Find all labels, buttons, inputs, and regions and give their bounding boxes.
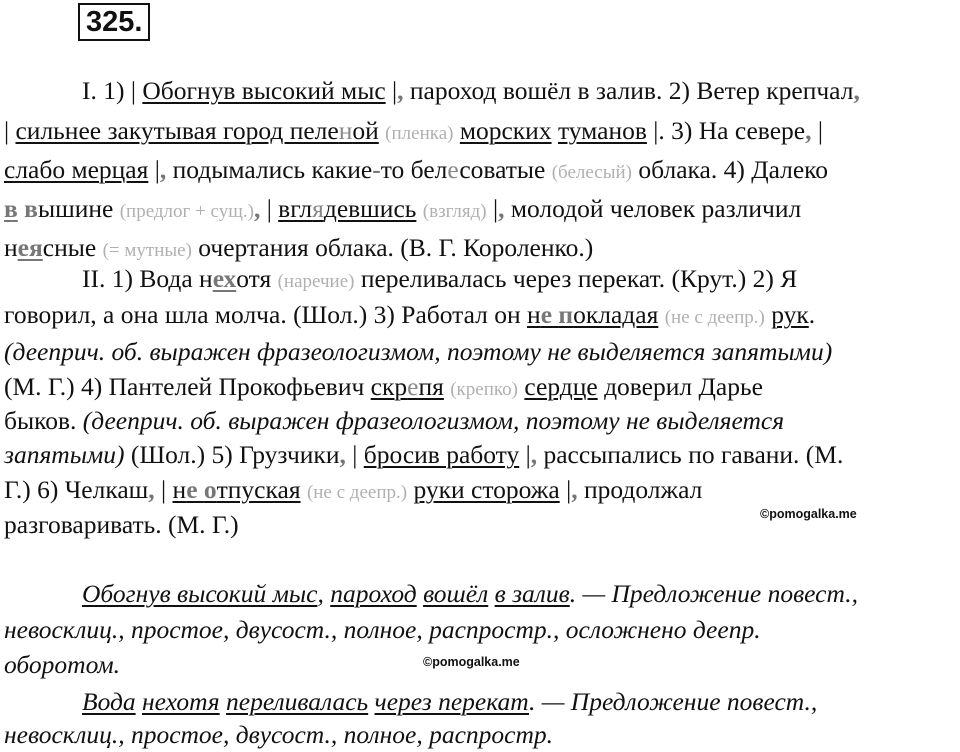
text-line-8: (дееприч. об. выражен фразеологизмом, поэтому не выделяется запятыми) <box>4 337 833 366</box>
text-line-13: разговаривать. (М. Г.) <box>4 510 239 539</box>
analysis-line-4: Вода нехотя переливалась через перекат. — Предложение повест., <box>82 687 818 716</box>
watermark-2: ©pomogalka.me <box>423 655 520 669</box>
text-line-10: быков. (дееприч. об. выражен фразеологизмом, поэтому не выделяется <box>4 406 785 435</box>
text-line-2: | сильнее закутывая город пеленой (пленка) морских туманов |. 3) На севере, | <box>4 116 823 145</box>
analysis-line-2: невосклиц., простое, двусост., полное, распростр., осложнено деепр. <box>4 615 761 644</box>
text-line-3: слабо мерцая |, подымались какие-то белесоватые (белесый) облака. 4) Далеко <box>4 155 829 184</box>
text-line-4: в вышине (предлог + сущ.), | вглядевшись (взгляд) |, молодой человек различил <box>4 194 802 223</box>
analysis-line-5: невосклиц., простое, двусост., полное, распростр. <box>4 720 554 749</box>
text-line-12: Г.) 6) Челкаш, | не отпуская (не с деепр.) руки сторожа |, продолжал <box>4 475 703 504</box>
watermark: ©pomogalka.me <box>760 507 857 521</box>
text-line-1: I. 1) | Обогнув высокий мыс |, пароход вошёл в залив. 2) Ветер крепчал, <box>82 76 860 105</box>
exercise-number: 325. <box>78 3 150 41</box>
analysis-line-3: оборотом. <box>4 650 120 679</box>
analysis-line-1: Обогнув высокий мыс, пароход вошёл в залив. — Предложение повест., <box>82 579 858 608</box>
text-line-9: (М. Г.) 4) Пантелей Прокофьевич скрепя (крепко) сердце доверил Дарье <box>4 372 763 401</box>
text-line-5: неясные (= мутные) очертания облака. (В. Г. Короленко.) <box>4 233 594 262</box>
text-line-7: говорил, а она шла молча. (Шол.) 3) Работал он не покладая (не с деепр.) рук. <box>4 300 816 329</box>
text-line-6: II. 1) Вода нехотя (наречие) переливалась через перекат. (Крут.) 2) Я <box>82 264 798 293</box>
text-line-11: запятыми) (Шол.) 5) Грузчики, | бросив работу |, рассыпались по гавани. (М. <box>4 440 844 469</box>
